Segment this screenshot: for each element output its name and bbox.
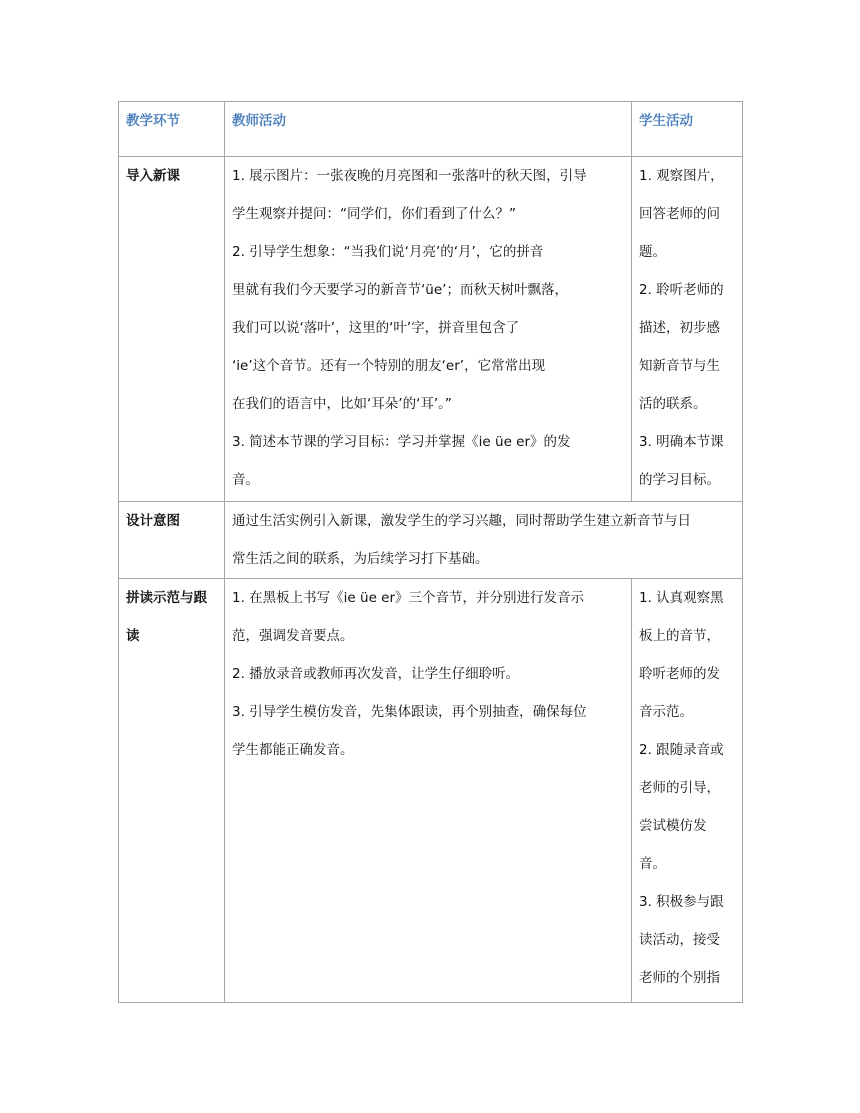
- text-line: 3. 引导学生模仿发音，先集体跟读，再个别抽查，确保每位: [232, 704, 587, 720]
- text-line: 学生观察并提问：“同学们，你们看到了什么？”: [232, 206, 516, 222]
- text-line: 读: [126, 628, 140, 644]
- text-line: 3. 明确本节课: [639, 434, 724, 450]
- text-line: ‘ie’这个音节。还有一个特别的朋友‘er’，它常常出现: [232, 358, 546, 374]
- text-line: 题。: [639, 244, 666, 260]
- table-row: [119, 502, 743, 579]
- table-row: [119, 157, 743, 502]
- text-line: 老师的引导，: [639, 780, 720, 796]
- text-line: 范，强调发音要点。: [232, 628, 354, 644]
- text-line: 读活动，接受: [639, 932, 720, 948]
- text-line: 通过生活实例引入新课，激发学生的学习兴趣，同时帮助学生建立新音节与日: [232, 513, 691, 529]
- text-line: 学生都能正确发音。: [232, 742, 354, 758]
- text-line: 常生活之间的联系，为后续学习打下基础。: [232, 551, 489, 567]
- text-line: 知新音节与生: [639, 358, 720, 374]
- text-line: 2. 播放录音或教师再次发音，让学生仔细聆听。: [232, 666, 520, 682]
- text-line: 回答老师的问: [639, 206, 720, 222]
- text-line: 2. 聆听老师的: [639, 282, 724, 298]
- header-student-activity: 学生活动: [632, 102, 743, 157]
- text-line: 2. 跟随录音或: [639, 742, 724, 758]
- text-line: 1. 在黑板上书写《ie üe er》三个音节，并分别进行发音示: [232, 590, 585, 606]
- text-line: 里就有我们今天要学习的新音节‘üe’；而秋天树叶飘落，: [232, 282, 568, 298]
- text-line: 拼读示范与跟: [126, 590, 207, 606]
- design-intent-cell: [225, 502, 743, 579]
- table-header-row: [119, 102, 743, 157]
- text-line: 在我们的语言中，比如‘耳朵’的‘耳’。”: [232, 396, 452, 412]
- section-name: 设计意图: [119, 502, 225, 579]
- text-line: 3. 积极参与跟: [639, 894, 724, 910]
- text-line: 音。: [639, 856, 666, 872]
- text-line: 的学习目标。: [639, 472, 720, 488]
- header-teacher-activity: 教师活动: [225, 102, 632, 157]
- text-line: 老师的个别指: [639, 970, 720, 986]
- text-line: 尝试模仿发: [639, 818, 707, 834]
- student-activity-cell: [632, 579, 743, 1003]
- text-line: 描述，初步感: [639, 320, 720, 336]
- text-line: 我们可以说‘落叶’，这里的‘叶’字，拼音里包含了: [232, 320, 520, 336]
- text-line: 1. 展示图片：一张夜晚的月亮图和一张落叶的秋天图，引导: [232, 168, 587, 184]
- text-line: 板上的音节，: [639, 628, 720, 644]
- text-line: 1. 认真观察黑: [639, 590, 724, 606]
- table-row: [119, 579, 743, 1003]
- text-line: 聆听老师的发: [639, 666, 720, 682]
- section-name: 导入新课: [119, 157, 225, 502]
- text-line: 音示范。: [639, 704, 693, 720]
- student-activity-cell: [632, 157, 743, 502]
- text-line: 1. 观察图片，: [639, 168, 724, 184]
- lesson-plan-table: [118, 101, 743, 1003]
- text-line: 2. 引导学生想象：“当我们说‘月亮’的‘月’，它的拼音: [232, 244, 544, 260]
- section-name: [119, 579, 225, 1003]
- header-section: 教学环节: [119, 102, 225, 157]
- text-line: 活的联系。: [639, 396, 707, 412]
- teacher-activity-cell: [225, 579, 632, 1003]
- text-line: 3. 简述本节课的学习目标：学习并掌握《ie üe er》的发: [232, 434, 571, 450]
- teacher-activity-cell: [225, 157, 632, 502]
- text-line: 音。: [232, 472, 259, 488]
